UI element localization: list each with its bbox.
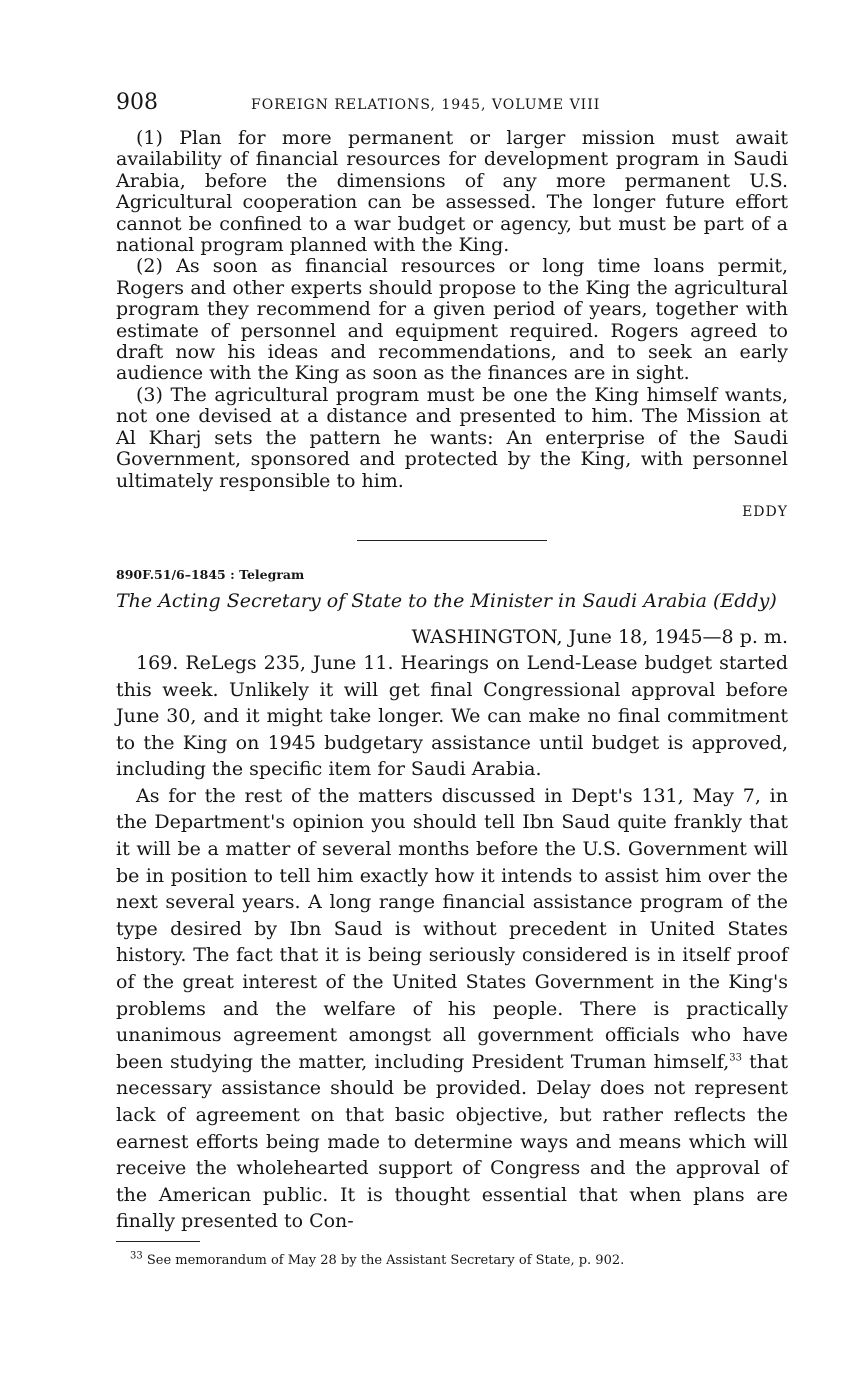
footnote-divider (116, 1241, 200, 1242)
paragraph-text-after-note: that necessary assistance should be provided. Delay does not represent lack of agreement on that basic objective, but rather reflects the earnest efforts being made to determine ways and means which will receive the wholehearted support of Congress and the approval of the American public. It is thought essential that when plans are finally presented to Con- (116, 1050, 788, 1233)
file-reference: 890F.51/6–1845 : Telegram (116, 566, 305, 582)
running-title: FOREIGN RELATIONS, 1945, VOLUME VIII (251, 97, 601, 113)
section-divider (357, 540, 547, 541)
dateline: WASHINGTON, June 18, 1945—8 p. m. (411, 625, 788, 648)
page (116, 90, 788, 1235)
page-number: 908 (116, 90, 158, 115)
previous-document-section (116, 128, 788, 492)
paragraph-text-before-note: As for the rest of the matters discussed in Dept's 131, May 7, in the Department's opinion you should tell Ibn Saud quite frankly that it will be a matter of several months before the U.S. Government will be in position to tell him exactly how it intends to assist him over the next several years. A long range financial assistance program of the type desired by Ibn Saud is without precedent in United States history. The fact that it is being seriously considered is in itself proof of the great interest of the United States Government in the King's problems and the welfare of his people. There is practically unanimous agreement amongst all government officials who have been studying the matter, including President Truman himself, (116, 784, 788, 1073)
telegram-paragraph-2 (116, 783, 788, 1235)
footnote-marker: 33 (130, 1250, 143, 1262)
telegram-body (116, 650, 788, 1235)
document-title: The Acting Secretary of State to the Minister in Saudi Arabia (Eddy) (116, 589, 777, 612)
footnote (130, 1250, 625, 1268)
paragraph-point-3: (3) The agricultural program must be one the King himself wants, not one devised at a distance and presented to him. The Mission at Al Kharj sets the pattern he wants: An enterprise of the Saudi Government, sponsored and protected by the King, with personnel ultimately responsible to him. (116, 383, 788, 492)
paragraph-point-1: (1) Plan for more permanent or larger mission must await availability of financial resources for development program in Saudi Arabia, before the dimensions of any more permanent U.S. Agricultural cooperation can be assessed. The longer future effort cannot be confined to a war budget or agency, but must be part of a national program planned with the King. (116, 127, 788, 257)
signature: EDDY (742, 503, 788, 520)
telegram-paragraph-1: 169. ReLegs 235, June 11. Hearings on Lend-Lease budget started this week. Unlikely it will get final Congressional approval before June 30, and it might take longer. We can make no final commitment to the King on 1945 budgetary assistance until budget is approved, including the specific item for Saudi Arabia. (116, 651, 788, 781)
footnote-text: See memorandum of May 28 by the Assistant Secretary of State, p. 902. (142, 1253, 625, 1268)
footnote-reference: 33 (729, 1052, 743, 1064)
paragraph-point-2: (2) As soon as financial resources or long time loans permit, Rogers and other experts should propose to the King the agricultural program they recommend for a given period of years, together with estimate of personnel and equipment required. Rogers agreed to draft now his ideas and recommendations, and to seek an early audience with the King as soon as the finances are in sight. (116, 255, 788, 385)
page-header (116, 90, 788, 118)
